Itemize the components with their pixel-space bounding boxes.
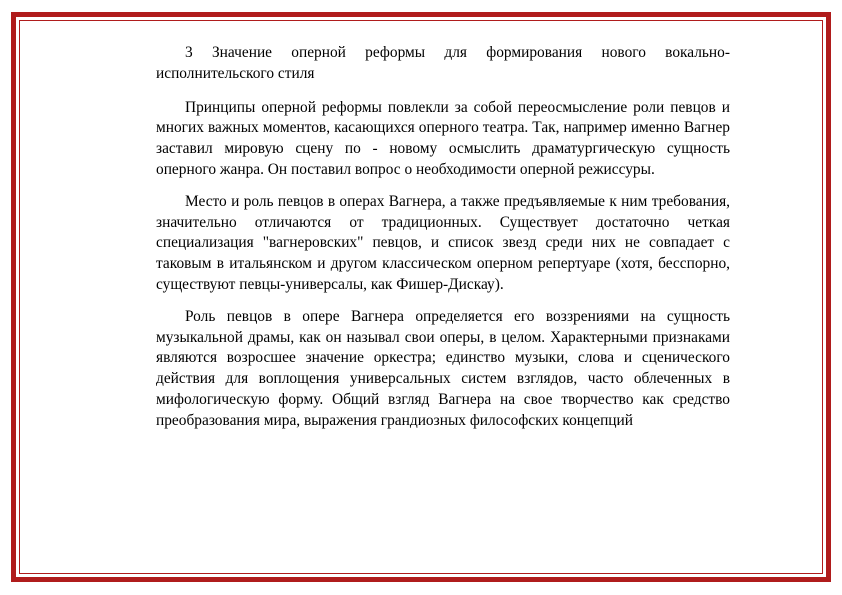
paragraph-2: Место и роль певцов в операх Вагнера, а также предъявляемые к ним требования, значительно отличаются от традиционных. Существует достаточно четкая специализация "вагнеровских" певцов, и список звезд среди них не совпадает с таковым в итальянском и другом классическом оперном репертуаре (хотя, бесспорно, существуют певцы-универсалы, как Фишер-Дискау).	[156, 192, 730, 293]
document-body	[156, 43, 730, 432]
paragraph-3: Роль певцов в опере Вагнера определяется его воззрениями на сущность музыкальной драмы, как он называл свои оперы, в целом. Характерными признаками являются возросшее значение оркестра; единство музыки, слова и сценического действия для воплощения универсальных систем взглядов, часто облеченных в мифологическую форму. Общий взгляд Вагнера на свое творчество как средство преобразования мира, выражения грандиозных философских концепций	[156, 307, 730, 429]
paragraph-1: Принципы оперной реформы повлекли за собой переосмысление роли певцов и многих важных моментов, касающихся оперного театра. Так, например именно Вагнер заставил мировую сцену по - новому осмыслить драматургическую сущность оперного жанра. Он поставил вопрос о необходимости оперной режиссуры.	[156, 98, 730, 178]
section-heading: 3 Значение оперной реформы для формирования нового вокально-исполнительского стиля	[156, 44, 730, 82]
